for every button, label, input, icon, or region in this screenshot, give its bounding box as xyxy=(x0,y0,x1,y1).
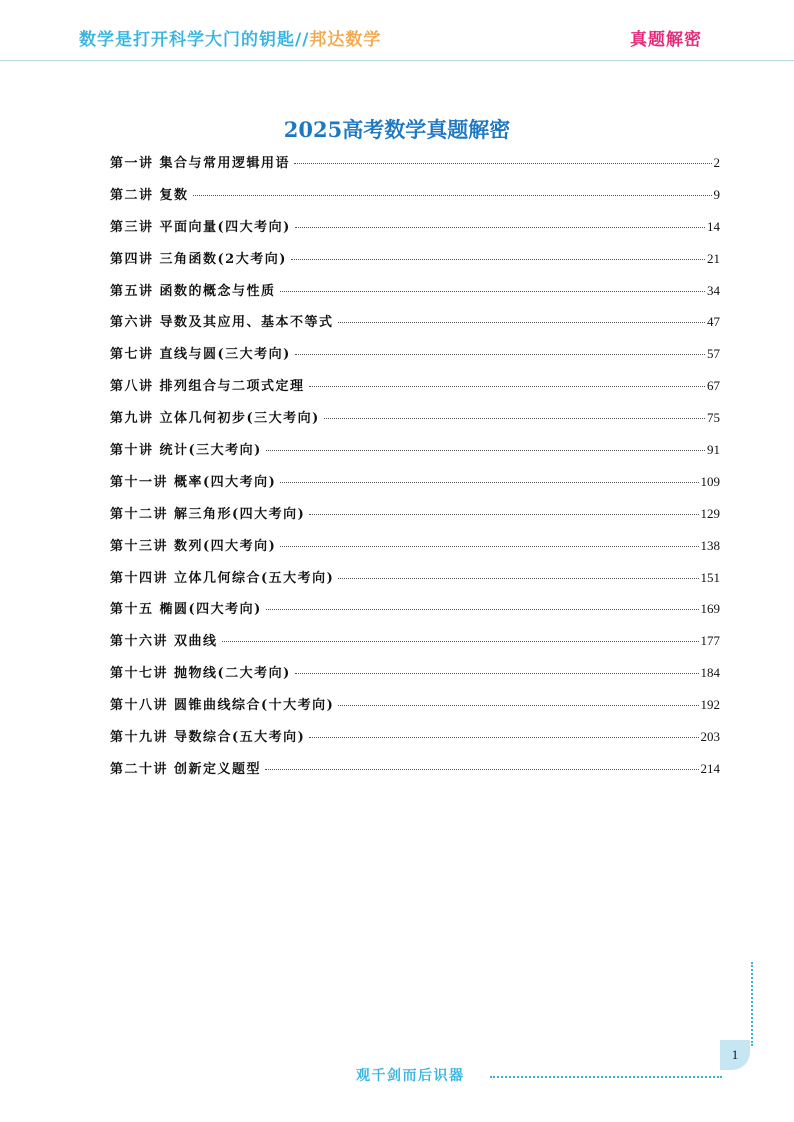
toc-entry[interactable] xyxy=(110,758,720,790)
toc-entry-page: 9 xyxy=(713,186,720,202)
toc-entry-label: 第一讲 集合与常用逻辑用语 xyxy=(110,156,291,171)
toc-entry-page: 184 xyxy=(700,665,720,681)
header-slogan-text: 数学是打开科学大门的钥匙// xyxy=(79,30,310,50)
toc-entry-label: 第十二讲 解三角形(四大考向) xyxy=(110,506,306,522)
toc-entry-page: 21 xyxy=(707,250,720,266)
page-number-tab xyxy=(720,1040,750,1070)
toc-leader-dots xyxy=(295,673,699,674)
toc-entry-label: 第八讲 排列组合与二项式定理 xyxy=(110,379,305,395)
toc-entry-page: 67 xyxy=(707,378,720,394)
toc-entry-page: 14 xyxy=(707,218,720,234)
toc-entry[interactable] xyxy=(110,280,720,312)
toc-leader-dots xyxy=(324,418,705,419)
toc-entry[interactable] xyxy=(110,343,720,375)
toc-entry[interactable] xyxy=(110,535,720,567)
toc-leader-dots xyxy=(294,163,711,164)
toc-entry-label: 第九讲 立体几何初步(三大考向) xyxy=(110,411,320,427)
toc-entry-page: 34 xyxy=(707,282,720,298)
toc-entry-page: 214 xyxy=(700,760,720,776)
page-number: 1 xyxy=(731,1047,739,1062)
toc-entry[interactable] xyxy=(110,407,720,439)
toc-entry[interactable] xyxy=(110,184,720,216)
toc-entry[interactable] xyxy=(110,694,720,726)
toc-leader-dots xyxy=(309,737,698,738)
toc-entry-label: 第十三讲 数列(四大考向) xyxy=(110,538,277,554)
toc-leader-dots xyxy=(280,482,698,483)
toc-entry-label: 第十九讲 导数综合(五大考向) xyxy=(110,730,306,746)
toc-leader-dots xyxy=(338,578,698,579)
toc-entry-label: 第十七讲 抛物线(二大考向) xyxy=(110,666,291,682)
toc-leader-dots xyxy=(280,291,705,292)
toc-entry-label: 第十六讲 双曲线 xyxy=(110,634,218,650)
toc-leader-dots xyxy=(295,354,705,355)
toc-entry[interactable] xyxy=(110,311,720,343)
toc-entry[interactable] xyxy=(110,662,720,694)
page-header xyxy=(0,0,794,62)
toc-leader-dots xyxy=(266,450,705,451)
toc-entry[interactable] xyxy=(110,503,720,535)
decorative-dotted-line-vertical xyxy=(751,962,756,1046)
toc-entry-label: 第十讲 统计(三大考向) xyxy=(110,443,262,459)
toc-entry-label: 第六讲 导数及其应用、基本不等式 xyxy=(110,315,334,331)
toc-leader-dots xyxy=(280,546,698,547)
toc-entry[interactable] xyxy=(110,598,720,630)
toc-entry-page: 47 xyxy=(707,314,720,330)
header-section-title: 真题解密 xyxy=(630,30,702,50)
toc-entry-page: 57 xyxy=(707,346,720,362)
toc-entry[interactable] xyxy=(110,439,720,471)
toc-entry[interactable] xyxy=(110,630,720,662)
toc-leader-dots xyxy=(338,322,705,323)
toc-entry-label: 第四讲 三角函数(2大考向) xyxy=(110,251,287,267)
toc-entry-page: 192 xyxy=(700,697,720,713)
toc-leader-dots xyxy=(309,514,698,515)
toc-entry-page: 177 xyxy=(700,633,720,649)
toc-entry-page: 75 xyxy=(707,410,720,426)
toc-entry[interactable] xyxy=(110,471,720,503)
toc-entry[interactable] xyxy=(110,375,720,407)
toc-entry-page: 2 xyxy=(713,155,720,170)
toc-entry-label: 第二讲 复数 xyxy=(110,187,189,203)
toc-entry-page: 109 xyxy=(700,473,720,489)
toc-leader-dots xyxy=(309,386,705,387)
toc-entry-label: 第五讲 函数的概念与性质 xyxy=(110,283,276,299)
toc-leader-dots xyxy=(265,769,698,770)
toc-entry-label: 第二十讲 创新定义题型 xyxy=(110,761,262,777)
header-brand: 邦达数学 xyxy=(309,30,382,50)
header-divider xyxy=(0,60,794,61)
footer-motto: 观千剑而后识器 xyxy=(356,1068,465,1084)
toc-entry-page: 169 xyxy=(700,601,720,617)
document-title: 2025高考数学真题解密 xyxy=(283,117,511,142)
decorative-dotted-line-horizontal xyxy=(490,1076,722,1080)
toc-entry-label: 第十一讲 概率(四大考向) xyxy=(110,474,277,490)
toc-leader-dots xyxy=(295,227,705,228)
toc-entry-page: 129 xyxy=(700,505,720,521)
toc-leader-dots xyxy=(338,705,698,706)
toc-leader-dots xyxy=(266,609,699,610)
toc-leader-dots xyxy=(193,195,712,196)
toc-entry[interactable] xyxy=(110,248,720,280)
toc-entry[interactable] xyxy=(110,216,720,248)
toc-leader-dots xyxy=(222,641,699,642)
toc-entry-page: 203 xyxy=(700,729,720,745)
toc-leader-dots xyxy=(291,259,705,260)
toc-entry-page: 91 xyxy=(707,442,720,458)
toc-entry[interactable] xyxy=(110,152,720,184)
toc-entry[interactable] xyxy=(110,726,720,758)
header-slogan xyxy=(79,25,381,50)
toc-entry-label: 第十五 椭圆(四大考向) xyxy=(110,602,262,618)
toc-entry-label: 第七讲 直线与圆(三大考向) xyxy=(110,347,291,363)
toc-entry-label: 第十八讲 圆锥曲线综合(十大考向) xyxy=(110,698,335,714)
table-of-contents xyxy=(110,152,720,790)
toc-entry-label: 第十四讲 立体几何综合(五大考向) xyxy=(110,570,335,586)
toc-entry-label: 第三讲 平面向量(四大考向) xyxy=(110,219,291,235)
toc-entry-page: 138 xyxy=(700,537,720,553)
toc-entry-page: 151 xyxy=(700,569,720,585)
toc-entry[interactable] xyxy=(110,567,720,599)
